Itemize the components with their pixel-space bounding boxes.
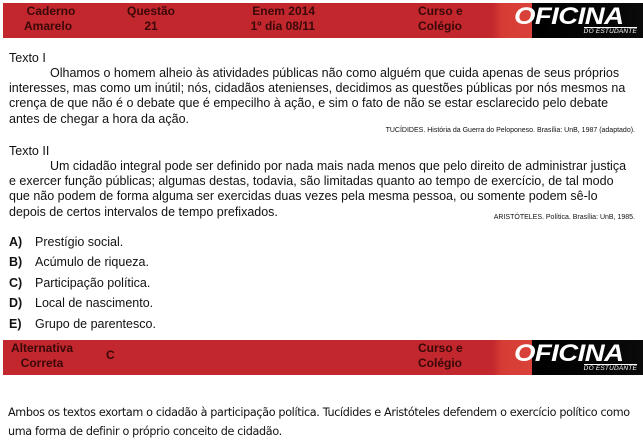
- oficina-logo: [492, 3, 643, 38]
- logo-subtitle: DO ESTUDANTE: [583, 28, 637, 35]
- texto2-citation: ARISTÓTELES. Política. Brasília: UnB, 1985.: [493, 214, 635, 221]
- option-c[interactable]: [9, 276, 156, 296]
- curso-line2: Colégio: [418, 19, 462, 33]
- option-text: Prestígio social.: [35, 235, 124, 249]
- curso-line1: Curso e: [418, 4, 463, 18]
- header-band: [3, 3, 643, 38]
- option-text: Local de nascimento.: [35, 296, 154, 311]
- option-letter: D): [9, 296, 23, 311]
- option-letter: C): [9, 275, 23, 290]
- logo-subtitle: DO ESTUDANTE: [583, 365, 637, 372]
- texto1-title: Texto I: [9, 51, 46, 65]
- alt-label-line1: Alternativa: [10, 341, 74, 355]
- texto1-body: [9, 66, 634, 127]
- questao-number: 21: [144, 19, 158, 33]
- option-text: Grupo de parentesco.: [35, 316, 156, 331]
- caderno-value: Amarelo: [24, 19, 73, 33]
- curso-line1: Curso e: [418, 341, 463, 355]
- logo-wordmark: OFICINA: [514, 3, 624, 30]
- texto2-title: Texto II: [9, 144, 50, 158]
- option-b[interactable]: [9, 255, 156, 275]
- questao-info: [106, 4, 196, 34]
- curso-line2: Colégio: [418, 356, 462, 370]
- curso-colegio: [418, 341, 468, 371]
- exam-name: Enem 2014: [252, 4, 315, 18]
- questao-label: Questão: [126, 4, 175, 18]
- correct-answer: C: [106, 348, 115, 362]
- texto2-body: [9, 159, 634, 220]
- caderno-label: Caderno: [26, 4, 76, 18]
- option-letter: E): [9, 316, 22, 331]
- option-a[interactable]: [9, 235, 156, 255]
- texto1-citation: TUCÍDIDES. História da Guerra do Peloponeso. Brasília: UnB, 1987 (adaptado).: [385, 127, 635, 134]
- option-letter: A): [9, 235, 23, 249]
- answer-options: [9, 235, 156, 337]
- option-e[interactable]: [9, 317, 156, 337]
- option-d[interactable]: [9, 296, 156, 316]
- curso-colegio: [418, 4, 468, 34]
- texto1-text: Olhamos o homem alheio às atividades públicas não como alguém que cuida apenas de seus próprios interesses, mas como um inútil; nós, cidadãos atenienses, decidimos as questões públicas por nós mesmos na crença de que não é o debate que é empecilho à ação, e sim o fato de não se estar esclarecido pelo debate antes de chegar a hora da ação.: [9, 66, 626, 126]
- texto2-text: Um cidadão integral pode ser definido por nada mais nada menos que pelo direito de administrar justiça e exercer função públicas; algumas destas, todavia, são limitadas quanto ao tempo de exercício, de tal modo que não podem de forma alguma ser exercidas duas vezes pela mesma pessoa, ou somente podem sê-lo depois de certos intervalos de tempo prefixados.: [9, 159, 627, 219]
- exam-info: [225, 4, 315, 34]
- alt-label-line2: Correta: [20, 356, 64, 370]
- logo-wordmark: OFICINA: [514, 340, 624, 367]
- answer-band: [3, 340, 643, 375]
- oficina-logo: [492, 340, 643, 375]
- alternativa-correta-label: [7, 341, 77, 371]
- option-letter: B): [9, 255, 23, 270]
- exam-date: 1º dia 08/11: [250, 19, 315, 33]
- caderno-info: [11, 4, 91, 34]
- option-text: Acúmulo de riqueza.: [35, 255, 149, 270]
- option-text: Participação política.: [35, 275, 151, 290]
- answer-explanation: Ambos os textos exortam o cidadão à participação política. Tucídides e Aristóteles defendem o exercício político como uma forma de definir o próprio conceito de cidadão.: [8, 406, 630, 438]
